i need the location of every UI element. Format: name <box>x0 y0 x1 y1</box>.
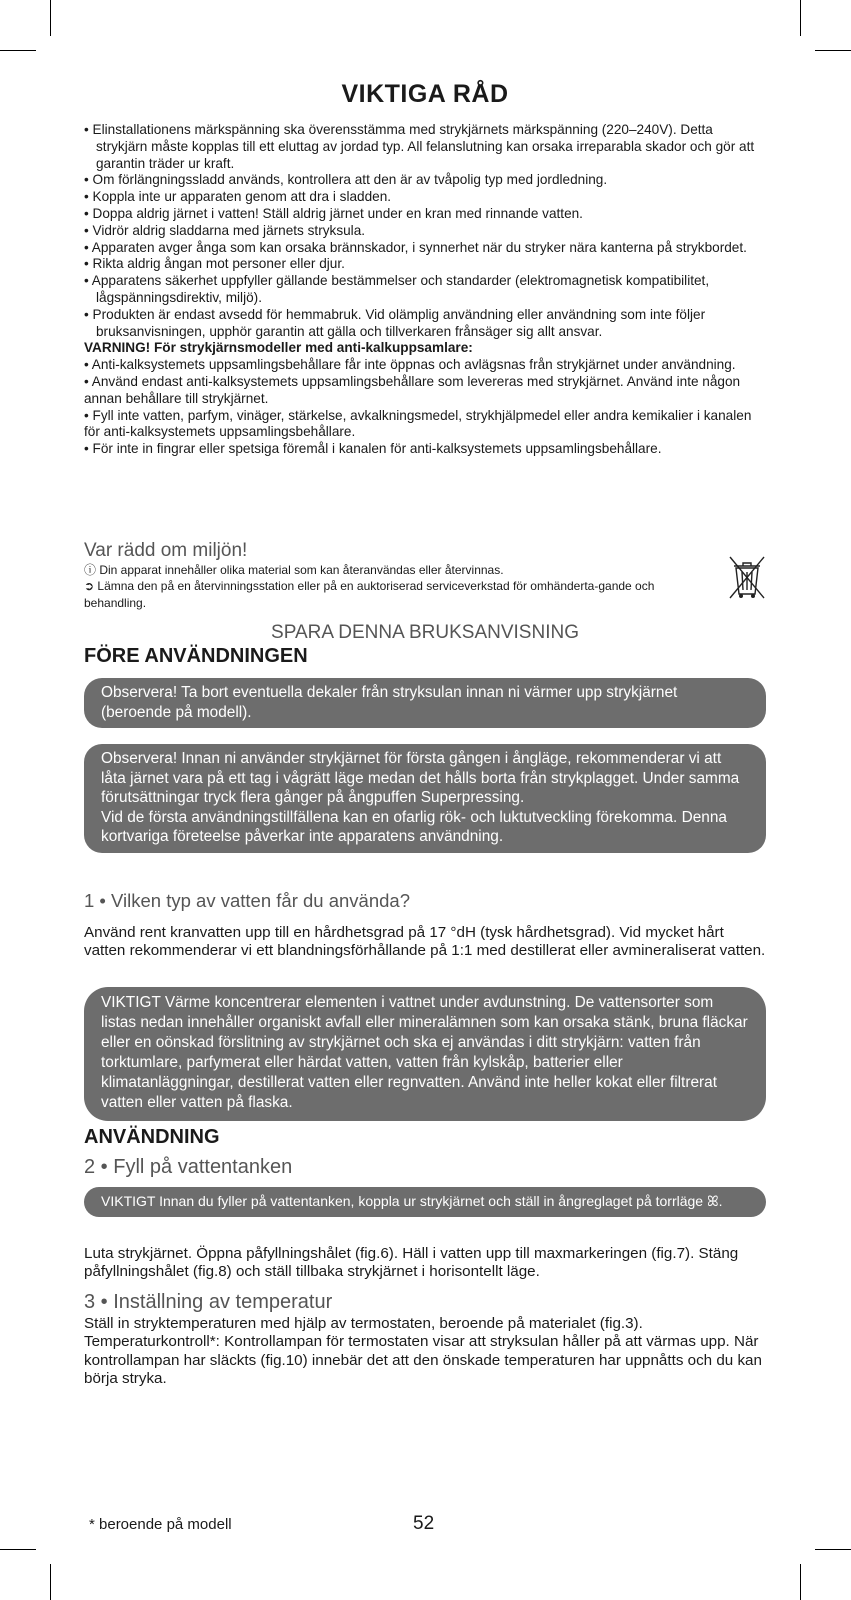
list-item: • Använd endast anti-kalksystemets uppsamlingsbehållare som levereras med strykjärnet. Använd inte någon annan behållare till strykjärnet. <box>84 373 741 406</box>
paragraph: Ställ in stryktemperaturen med hjälp av termostaten, beroende på materialet (fig.3). Temperaturkontroll*: Kontrollampan för termostaten visar att stryksulan håller på att värmas upp. När kontrollampan har släckts (fig.10) innebär det att den önskade temperaturen har uppnåtts och du kan börja stryka. <box>84 1315 762 1388</box>
note-text: Observera! Innan ni använder strykjärnet för första gången i ångläge, rekommenderar vi att låta järnet vara på ett tag i vågrätt läge medan det hålls borta från strykplagget. Under samma förutsättningar tryck flera gånger på ångpuffen Superpressing. <box>101 750 740 807</box>
footer-note: * beroende på modell <box>89 1516 232 1533</box>
list-item: • Produkten är endast avsedd för hemmabruk. Vid olämplig användning eller användning som inte följer bruksanvisningen, upphör garantin att gälla och tillverkaren frånsäger sig allt ansvar. <box>84 306 706 339</box>
list-item: • För inte in fingrar eller spetsiga föremål i kanalen för anti-kalksystemets uppsamlingsbehållare. <box>84 441 662 457</box>
subsection-title: 3 • Inställning av temperatur <box>84 1291 333 1313</box>
keep-instructions: SPARA DENNA BRUKSANVISNING <box>271 622 579 643</box>
crop-mark <box>800 0 801 36</box>
list-item: • Vidrör aldrig sladdarna med järnets stryksula. <box>84 222 366 238</box>
environment-section <box>84 540 766 611</box>
environment-line: ⓘ Din apparat innehåller olika material som kan återanvändas eller återvinnas. <box>84 563 504 577</box>
page-title: VIKTIGA RÅD <box>341 80 509 108</box>
list-item: • Doppa aldrig järnet i vatten! Ställ aldrig järnet under en kran med rinnande vatten. <box>84 205 583 221</box>
page-number: 52 <box>413 1513 435 1534</box>
section-heading-before-use: FÖRE ANVÄNDNINGEN <box>84 645 308 667</box>
note-text: Observera! Ta bort eventuella dekaler från stryksulan innan ni värmer upp strykjärnet (beroende på modell). <box>101 684 678 721</box>
environment-line: ➲ Lämna den på en återvinningsstation eller på en auktoriserad serviceverkstad för omhänderta-gande och behandling. <box>84 579 655 610</box>
list-item: • Om förlängningssladd används, kontrollera att den är av tvåpolig typ med jordledning. <box>84 172 608 188</box>
list-item: • Koppla inte ur apparaten genom att dra i sladden. <box>84 189 392 205</box>
subsection-title: 1 • Vilken typ av vatten får du använda? <box>84 890 410 911</box>
crop-mark <box>815 50 851 51</box>
list-item: • Apparaten avger ånga som kan orsaka brännskador, i synnerhet när du stryker nära kanterna på strykbordet. <box>84 239 747 255</box>
list-item: • Anti-kalksystemets uppsamlingsbehållare får inte öppnas och avlägsnas från strykjärnet under användning. <box>84 357 736 373</box>
crop-mark <box>50 1564 51 1600</box>
important-box <box>84 987 766 1121</box>
weee-crossed-bin-icon <box>727 554 767 600</box>
safety-list <box>84 122 766 458</box>
important-box <box>84 1187 766 1217</box>
crop-mark <box>800 1564 801 1600</box>
crop-mark <box>50 0 51 36</box>
section-heading-usage: ANVÄNDNING <box>84 1126 220 1148</box>
list-item: • Fyll inte vatten, parfym, vinäger, stärkelse, avkalkningsmedel, strykhjälpmedel eller andra kemikalier i kanalen för anti-kalksystemets uppsamlingsbehållare. <box>84 407 752 440</box>
environment-title: Var rädd om miljön! <box>84 540 248 561</box>
note-box <box>84 678 766 728</box>
subsection-title: 2 • Fyll på vattentanken <box>84 1156 293 1178</box>
important-text: VIKTIGT Värme koncentrerar elementen i vattnet under avdunstning. De vattensorter som listas nedan innehåller organiskt avfall eller mineralämnen som kan orsaka stänk, bruna fläckar eller en oönskad förslitning av strykjärnet och ska ej användas i ditt strykjärn: vatten från torktumlare, parfymerat eller härdat vatten, vatten från kylskåp, batterier eller klimatanläggningar, destillerat vatten eller regnvatten. Använd inte heller kokat eller filtrerat vatten eller vatten på flaska. <box>101 994 748 1111</box>
important-text: VIKTIGT Innan du fyller på vattentanken, koppla ur strykjärnet och ställ in ångreglaget på torrläge ꕤ. <box>101 1193 723 1209</box>
list-item: • Elinstallationens märkspänning ska överensstämma med strykjärnets märkspänning (220–240V). Detta strykjärn måste kopplas till ett eluttag av jordad typ. All felanslutning kan orsaka irreparabla skador och gör att garantin träder ur kraft. <box>84 122 755 171</box>
paragraph: Använd rent kranvatten upp till en hårdhetsgrad på 17 °dH (tysk hårdhetsgrad). Vid mycket hårt vatten rekommenderar vi ett blandningsförhållande på 1:1 med destillerat eller avmineraliserat vatten. <box>84 924 766 960</box>
note-box <box>84 744 766 853</box>
warning-title: VARNING! För strykjärnsmodeller med anti-kalkuppsamlare: <box>84 340 473 356</box>
note-text: Vid de första användningstillfällena kan en ofarlig rök- och luktutveckling förekomma. Denna kortvariga företeelse påverkar inte apparatens användning. <box>101 808 727 846</box>
paragraph: Luta strykjärnet. Öppna påfyllningshålet (fig.6). Häll i vatten upp till maxmarkeringen (fig.7). Stäng påfyllningshålet (fig.8) och ställ tillbaka strykjärnet i horisontellt läge. <box>84 1245 739 1281</box>
list-item: • Rikta aldrig ångan mot personer eller djur. <box>84 256 345 272</box>
list-item: • Apparatens säkerhet uppfyller gällande bestämmelser och standarder (elektromagnetisk kompatibilitet, lågspänningsdirektiv, miljö). <box>84 273 710 305</box>
crop-mark <box>815 1549 851 1550</box>
crop-mark <box>0 50 36 51</box>
crop-mark <box>0 1549 36 1550</box>
